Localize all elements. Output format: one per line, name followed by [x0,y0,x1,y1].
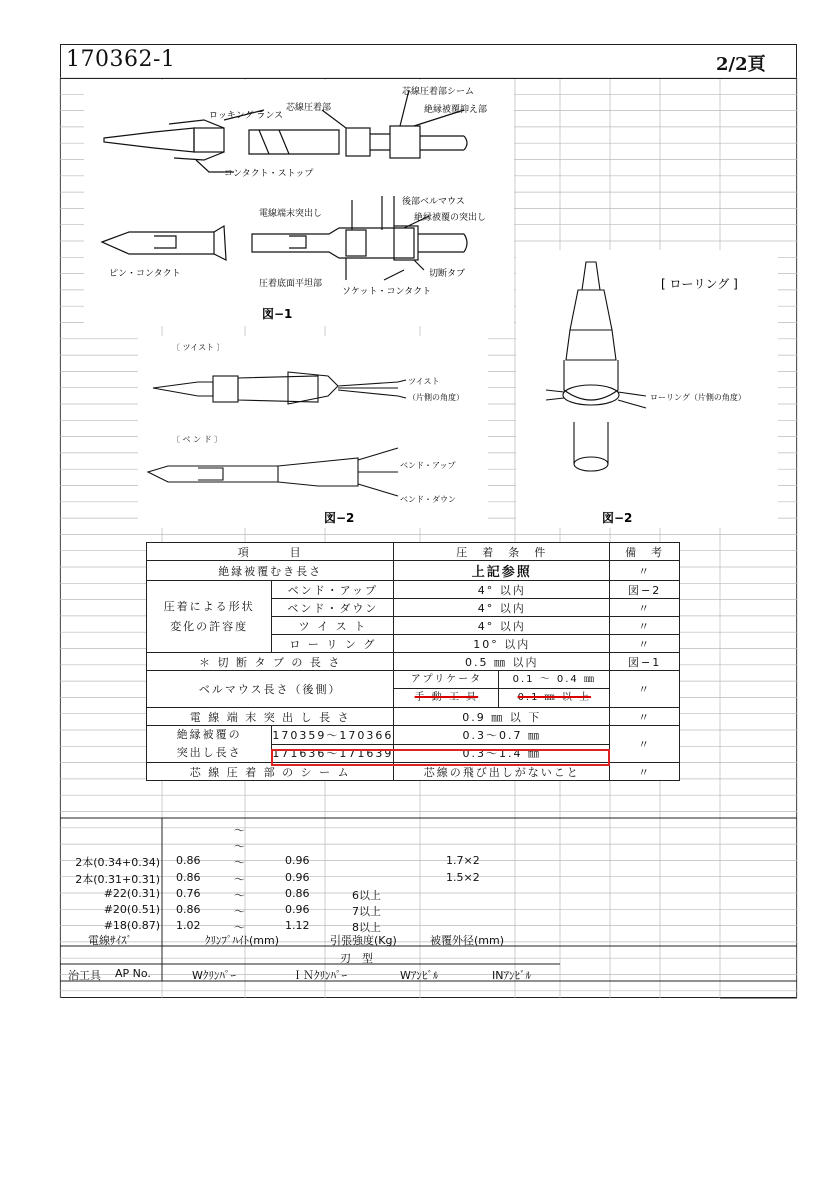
crimp-cell-tilde: 〜 [234,840,245,854]
row-twist-remark: 〃 [610,617,680,635]
row-cut-tab-remark: 図−1 [610,653,680,671]
label-wire-end-protrusion: 電線端末突出し [259,209,323,219]
label-rear-bellmouth: 後部ベルマウス [402,197,465,207]
row-wire-end-condition: 0.9 ㎜ 以 下 [394,708,610,726]
figure-2b-caption: 図−2 [602,511,633,525]
document-number: 170362-1 [66,47,176,72]
crimp-cell-strength: 6以上 [352,888,381,902]
row-strip-length-condition: 上記参照 [394,561,610,581]
crimp-cell-od: 1.5×2 [446,870,480,884]
row-twist-item: ツ イ ス ト [272,617,394,635]
row-seam-remark: 〃 [610,763,680,781]
row-rolling-item: ロ ー リ ン グ [272,635,394,653]
label-bend-down: ベンド・ダウン [400,495,456,504]
row-seam-condition: 芯線の飛び出しがないこと [394,763,610,781]
tool-blade-header: 刃 型 [340,952,373,965]
label-insulation-crimp: 絶縁被覆抑え部 [424,105,488,115]
label-twist: ツイスト [408,377,440,386]
crimp-cell-tilde: 〜 [234,824,245,837]
crimp-cell-tilde: 〜 [234,856,245,870]
rolling-heading: [ ローリング ] [661,277,738,291]
label-locking-lance: ロッキング ランス [209,111,284,121]
crimp-cell-od: 1.7×2 [446,854,480,868]
row-bend-up-item: ベンド・アップ [272,581,394,599]
label-bend-up: ベンド・アップ [400,461,456,470]
page-number: 2/2頁 [716,54,766,75]
tool-in-anvil: INｱﾝﾋﾞﾙ [492,969,531,982]
bellmouth-hand-tool-label: 手 動 工 具 [394,689,499,707]
header-condition: 圧 着 条 件 [394,543,610,561]
row-bellmouth-remark: 〃 [610,671,680,708]
crimp-cell-size: #22(0.31) [103,886,160,900]
bellmouth-hand-tool-value: 0.1 ㎜ 以 上 [517,692,592,703]
header-wire-size: 電線ｻｲｽﾞ [88,934,132,947]
row-wire-end-remark: 〃 [610,708,680,726]
tool-in-crimper: ＩＮｸﾘﾝﾊﾟｰ [292,969,347,982]
row-twist-condition: 4° 以内 [394,617,610,635]
insulation-range-1: 170359〜170366 [272,726,394,745]
crimp-cell-min: 1.02 [176,919,201,933]
twist-heading: 〔 ツイスト 〕 [172,343,225,352]
crimp-cell-max: 0.86 [285,886,310,900]
row-insulation-protrusion-remark: 〃 [610,726,680,763]
label-pin-contact: ピン・コンタクト [109,269,181,279]
label-cut-tab: 切断タブ [429,269,466,279]
label-rolling: ローリング（片側の角度） [650,393,746,402]
header-item: 項 目 [147,543,394,561]
crimp-cell-size: 2本(0.31+0.31) [75,872,160,886]
label-contact-stop: コンタクト・ストップ [224,169,314,179]
row-bend-down-remark: 〃 [610,599,680,617]
figure-2a-caption: 図−2 [324,511,355,525]
label-insulation-protrusion: 絶縁被覆の突出し [414,213,487,223]
tool-jig: 治工具 [68,969,101,982]
row-bend-up-condition: 4° 以内 [394,581,610,599]
crimp-cell-size: 2本(0.34+0.34) [75,856,160,870]
crimp-cell-max: 0.96 [285,903,310,916]
crimp-cell-tilde: 〜 [234,905,245,918]
label-crimp-bottom-flat: 圧着底面平坦部 [259,279,323,289]
insulation-value-2: 0.3〜1.4 ㎜ [394,744,610,763]
crimp-cell-tilde: 〜 [234,921,245,935]
header-tensile-strength: 引張強度(Kg) [330,934,397,947]
tool-ap-no: AP No. [115,967,151,980]
row-shape-group-item: 圧着による形状 変化の許容度 [147,581,272,653]
tool-w-anvil: Wｱﾝﾋﾞﾙ [400,969,439,982]
insulation-value-1: 0.3〜0.7 ㎜ [394,726,610,745]
row-cut-tab-item: ＊ 切 断 タ ブ の 長 さ [147,653,394,671]
crimp-cell-min: 0.86 [176,854,201,868]
row-bend-up-remark: 図−2 [610,581,680,599]
crimp-cell-strength: 8以上 [352,921,381,935]
label-socket-contact: ソケット・コンタクト [342,287,432,297]
crimp-cell-max: 0.96 [285,854,310,868]
crimp-cell-tilde: 〜 [234,888,245,902]
row-cut-tab-condition: 0.5 ㎜ 以内 [394,653,610,671]
bellmouth-applicator-label: アプリケータ [394,671,499,688]
row-wire-end-item: 電 線 端 末 突 出 し 長 さ [147,708,394,726]
header-crimp-height: ｸﾘﾝﾌﾟﾊｲﾄ(mm) [205,934,280,947]
crimp-cell-tilde: 〜 [234,872,245,886]
figure-1-caption: 図−1 [262,307,293,321]
row-bellmouth-item: ベルマウス長さ（後側） [147,671,394,708]
header-insulation-od: 被覆外径(mm) [430,934,505,947]
row-strip-length-item: 絶縁被覆むき長さ [147,561,394,581]
crimp-cell-min: 0.86 [176,903,201,916]
label-core-seam: 芯線圧着部シーム [402,87,475,97]
row-seam-item: 芯 線 圧 着 部 の シ ー ム [147,763,394,781]
row-rolling-remark: 〃 [610,635,680,653]
crimp-cell-min: 0.86 [176,870,201,884]
tool-w-crimper: Wｸﾘﾝﾊﾟｰ [192,969,236,982]
crimp-cell-size: #18(0.87) [103,919,160,933]
bend-heading: 〔 ベ ン ド 〕 [172,435,223,444]
row-bend-down-item: ベンド・ダウン [272,599,394,617]
insulation-range-2: 171636〜171639 [272,744,394,763]
label-core-crimp: 芯線圧着部 [286,103,332,113]
crimp-cell-size: #20(0.51) [103,903,160,916]
row-insulation-protrusion-item: 絶縁被覆の 突出し長さ [147,726,272,763]
crimp-cell-max: 0.96 [285,870,310,884]
row-bend-down-condition: 4° 以内 [394,599,610,617]
crimp-cell-max: 1.12 [285,919,310,933]
crimp-cell-strength: 7以上 [352,905,381,918]
bellmouth-applicator-value: 0.1 〜 0.4 ㎜ [512,674,596,685]
row-strip-length-remark: 〃 [610,561,680,581]
row-rolling-condition: 10° 以内 [394,635,610,653]
label-twist-angle: （片側の角度） [408,393,464,402]
crimp-cell-min: 0.76 [176,886,201,900]
header-remarks: 備 考 [610,543,680,561]
